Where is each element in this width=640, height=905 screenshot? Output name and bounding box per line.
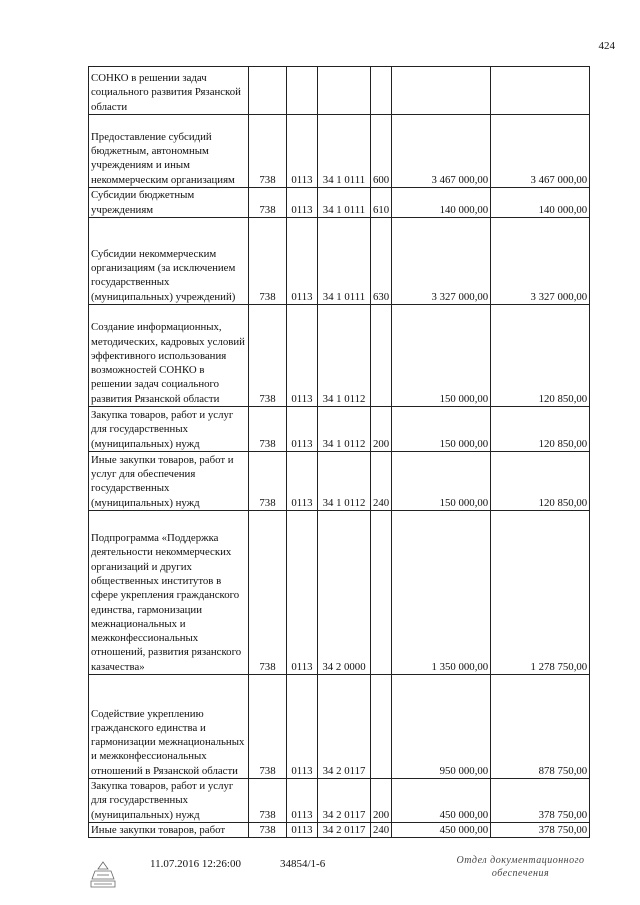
table-row [89, 407, 590, 452]
row-ved: 738 [249, 115, 287, 188]
row-expense-type [371, 67, 392, 115]
row-section: 0113 [287, 218, 318, 305]
row-section: 0113 [287, 115, 318, 188]
footer-datetime: 11.07.2016 12:26:00 [150, 858, 241, 870]
row-name: Субсидии некоммерческим организациям (за исключением государственных (муниципальных) учреждений) [89, 218, 249, 305]
row-sum-planned [392, 67, 491, 115]
row-expense-type: 240 [371, 452, 392, 511]
row-expense-type: 240 [371, 822, 392, 837]
row-target-article: 34 1 0111 [318, 115, 371, 188]
row-ved: 738 [249, 188, 287, 218]
table-row [89, 675, 590, 779]
row-sum-planned: 150 000,00 [392, 407, 491, 452]
row-sum-planned: 450 000,00 [392, 779, 491, 823]
row-name: Иные закупки товаров, работ [89, 822, 249, 837]
row-sum-planned: 950 000,00 [392, 675, 491, 779]
row-target-article: 34 2 0117 [318, 779, 371, 823]
row-target-article: 34 1 0111 [318, 188, 371, 218]
table-row [89, 305, 590, 407]
table-row [89, 67, 590, 115]
row-ved: 738 [249, 779, 287, 823]
row-sum-planned: 150 000,00 [392, 452, 491, 511]
row-sum-executed: 378 750,00 [491, 822, 590, 837]
row-expense-type: 600 [371, 115, 392, 188]
row-name: Субсидии бюджетным учреждениям [89, 188, 249, 218]
row-name: Создание информационных, методических, кадровых условий эффективного использования возможностей СОНКО в решении задач социального развития Рязанской области [89, 305, 249, 407]
row-ved: 738 [249, 452, 287, 511]
row-target-article [318, 67, 371, 115]
row-ved: 738 [249, 511, 287, 675]
row-ved: 738 [249, 407, 287, 452]
row-section: 0113 [287, 511, 318, 675]
row-sum-executed: 120 850,00 [491, 452, 590, 511]
row-target-article: 34 1 0111 [318, 218, 371, 305]
row-expense-type: 200 [371, 779, 392, 823]
row-ved: 738 [249, 675, 287, 779]
row-name: СОНКО в решении задач социального развития Рязанской области [89, 67, 249, 115]
row-target-article: 34 2 0117 [318, 822, 371, 837]
row-ved: 738 [249, 822, 287, 837]
row-sum-planned: 3 467 000,00 [392, 115, 491, 188]
row-expense-type: 610 [371, 188, 392, 218]
row-sum-planned: 1 350 000,00 [392, 511, 491, 675]
row-name: Содействие укреплению гражданского единства и гармонизации межнациональных и межконфессиональных отношений в Рязанской области [89, 675, 249, 779]
row-expense-type [371, 511, 392, 675]
department-line: обеспечения [491, 868, 550, 879]
row-section: 0113 [287, 188, 318, 218]
row-name: Иные закупки товаров, работ и услуг для обеспечения государственных (муниципальных) нужд [89, 452, 249, 511]
row-sum-executed: 378 750,00 [491, 779, 590, 823]
row-section [287, 67, 318, 115]
row-expense-type [371, 305, 392, 407]
department-line: Отдел документационного [456, 855, 585, 866]
row-sum-planned: 140 000,00 [392, 188, 491, 218]
row-expense-type: 200 [371, 407, 392, 452]
table-row [89, 511, 590, 675]
table-row [89, 188, 590, 218]
page-footer [0, 846, 640, 905]
row-sum-executed: 140 000,00 [491, 188, 590, 218]
row-section: 0113 [287, 675, 318, 779]
row-sum-planned: 150 000,00 [392, 305, 491, 407]
footer-document-number: 34854/1-6 [280, 858, 326, 870]
document-seal-icon [88, 860, 118, 890]
table-row [89, 779, 590, 823]
row-target-article: 34 2 0117 [318, 675, 371, 779]
row-sum-planned: 450 000,00 [392, 822, 491, 837]
row-sum-executed: 3 467 000,00 [491, 115, 590, 188]
row-target-article: 34 1 0112 [318, 407, 371, 452]
table-row [89, 115, 590, 188]
row-expense-type [371, 675, 392, 779]
row-ved [249, 67, 287, 115]
row-section: 0113 [287, 305, 318, 407]
row-section: 0113 [287, 452, 318, 511]
row-ved: 738 [249, 305, 287, 407]
row-sum-executed: 120 850,00 [491, 407, 590, 452]
budget-table [88, 66, 590, 838]
row-sum-executed: 1 278 750,00 [491, 511, 590, 675]
row-section: 0113 [287, 779, 318, 823]
footer-department-stamp [448, 854, 593, 880]
row-name: Подпрограмма «Поддержка деятельности некоммерческих организаций и других общественных институтов в сфере укрепления гражданского единства, гармонизации межнациональных и межконфессиональных отношений, развития рязанского казачества» [89, 511, 249, 675]
row-sum-executed: 3 327 000,00 [491, 218, 590, 305]
row-section: 0113 [287, 822, 318, 837]
row-sum-executed: 120 850,00 [491, 305, 590, 407]
row-name: Предоставление субсидий бюджетным, автономным учреждениям и иным некоммерческим организациям [89, 115, 249, 188]
row-ved: 738 [249, 218, 287, 305]
page-number: 424 [598, 40, 615, 52]
row-target-article: 34 1 0112 [318, 305, 371, 407]
row-sum-executed: 878 750,00 [491, 675, 590, 779]
row-target-article: 34 2 0000 [318, 511, 371, 675]
row-name: Закупка товаров, работ и услуг для государственных (муниципальных) нужд [89, 407, 249, 452]
row-name: Закупка товаров, работ и услуг для государственных (муниципальных) нужд [89, 779, 249, 823]
row-expense-type: 630 [371, 218, 392, 305]
row-sum-planned: 3 327 000,00 [392, 218, 491, 305]
row-section: 0113 [287, 407, 318, 452]
table-row [89, 218, 590, 305]
row-sum-executed [491, 67, 590, 115]
row-target-article: 34 1 0112 [318, 452, 371, 511]
table-row [89, 452, 590, 511]
table-row [89, 822, 590, 837]
